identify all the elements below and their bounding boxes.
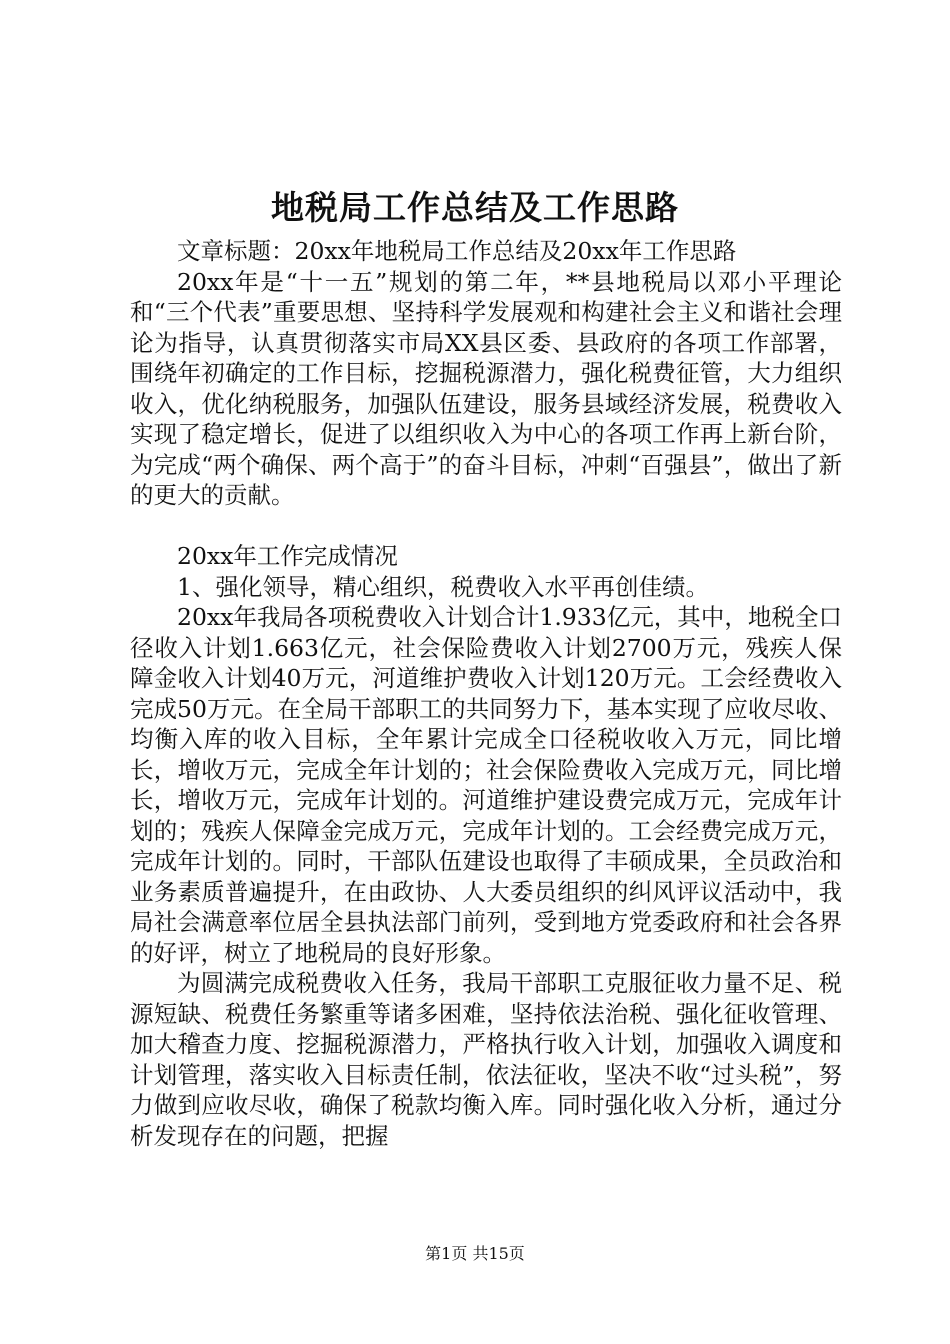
article-title-line: 文章标题：20xx年地税局工作总结及20xx年工作思路: [177, 237, 737, 265]
paragraph-spacer: [130, 511, 842, 542]
section-heading: 20xx年工作完成情况: [177, 542, 398, 570]
collection-paragraph: 为圆满完成税费收入任务，我局干部职工克服征收力量不足、税源短缺、税费任务繁重等诸多困难，坚持依法治税、强化征收管理、加大稽查力度、挖掘税源潜力，严格执行收入计划，加强收入调度和计划管理，落实收入目标责任制，依法征收，坚决不收“过头税”，努力做到应收尽收，确保了税款均衡入库。同时强化收入分析，通过分析发现存在的问题，把握: [130, 969, 842, 1150]
intro-paragraph: 20xx年是“十一五”规划的第二年，**县地税局以邓小平理论和“三个代表”重要思想、坚持科学发展观和构建社会主义和谐社会理论为指导，认真贯彻落实市局XX县区委、县政府的各项工作部署，围绕年初确定的工作目标，挖掘税源潜力，强化税费征管，大力组织收入，优化纳税服务，加强队伍建设，服务县域经济发展，税费收入实现了稳定增长，促进了以组织收入为中心的各项工作再上新台阶，为完成“两个确保、两个高于”的奋斗目标，冲刺“百强县”，做出了新的更大的贡献。: [130, 267, 842, 509]
subsection-heading: 1、强化领导，精心组织，税费收入水平再创佳绩。: [177, 572, 709, 601]
document-title: 地税局工作总结及工作思路: [271, 188, 679, 227]
document-body: [130, 236, 842, 1151]
revenue-paragraph: 20xx年我局各项税费收入计划合计1.933亿元，其中，地税全口径收入计划1.663亿元，社会保险费收入计划2700万元，残疾人保障金收入计划40万元，河道维护费收入计划120万元。工会经费收入完成50万元。在全局干部职工的共同努力下，基本实现了应收尽收、均衡入库的收入目标，全年累计完成全口径税收收入万元，同比增长，增收万元，完成全年计划的；社会保险费收入完成万元，同比增长，增收万元，完成年计划的。河道维护建设费完成万元，完成年计划的；残疾人保障金完成万元，完成年计划的。工会经费完成万元，完成年计划的。同时，干部队伍建设也取得了丰硕成果，全员政治和业务素质普遍提升，在由政协、人大委员组织的纠风评议活动中，我局社会满意率位居全县执法部门前列，受到地方党委政府和社会各界的好评，树立了地税局的良好形象。: [130, 603, 842, 967]
page-footer: 第1页 共15页: [425, 1244, 525, 1263]
